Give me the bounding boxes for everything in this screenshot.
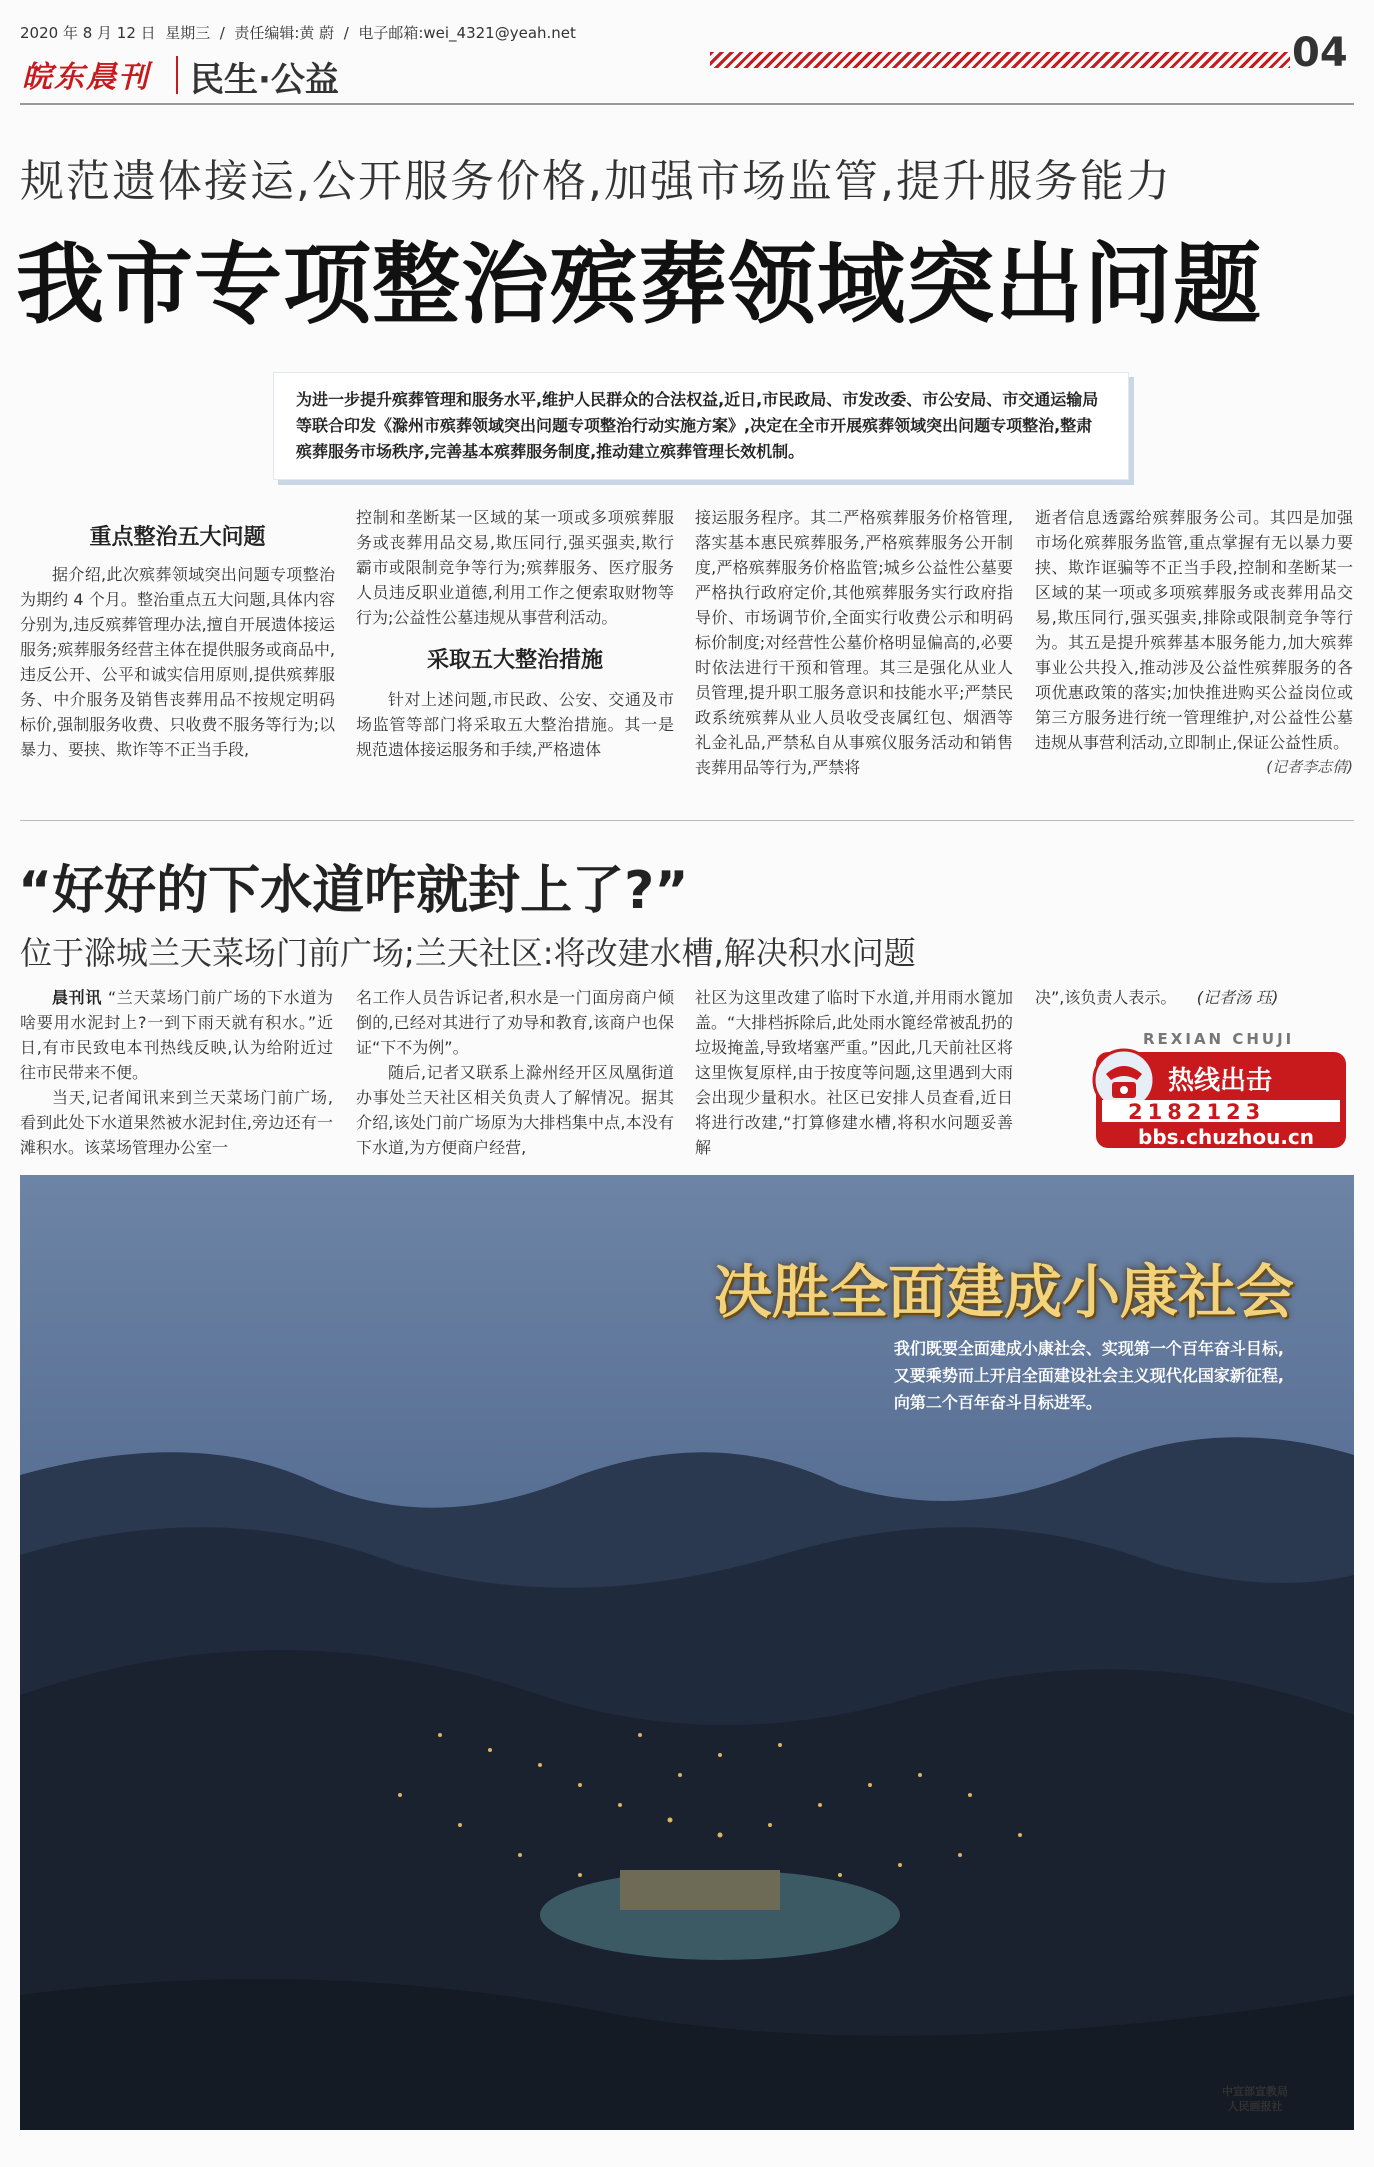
article2-paragraph: 社区为这里改建了临时下水道,并用雨水篦加盖。“大排档拆除后,此处雨水篦经常被乱扔的垃圾掩盖,导致堵塞严重。”因此,几天前社区将这里恢复原样,由于按度等问题,这里遇到大雨会出现少量积水。社区已安排人员查看,近日将进行改建,“打算修建水槽,将积水问题妥善解 bbox=[695, 988, 1013, 1157]
article1-title: 我市专项整治殡葬领域突出问题 bbox=[16, 233, 1263, 336]
photo-slogan-text: 我们既要全面建成小康社会、实现第一个百年奋斗目标, 又要乘势而上开启全面建设社会主义现代化国家新征程, 向第二个百年奋斗目标进军。 bbox=[893, 1339, 1284, 1412]
article1-paragraph: 针对上述问题,市民政、公安、交通及市场监管等部门将采取五大整治措施。其一是规范遗体接运服务和手续,严格遗体 bbox=[356, 690, 674, 759]
article2-paragraph: 当天,记者闻讯来到兰天菜场门前广场,看到此处下水道果然被水泥封住,旁边还有一滩积水。该菜场管理办公室一 bbox=[20, 1088, 333, 1157]
article2-paragraph: 随后,记者又联系上滁州经开区凤凰街道办事处兰天社区相关负责人了解情况。据其介绍,该处门前广场原为大排档集中点,本没有下水道,为方便商户经营, bbox=[356, 1063, 674, 1157]
hotline-pinyin: REXIAN CHUJI bbox=[1143, 1030, 1295, 1048]
article2-paragraph: “兰天菜场门前广场的下水道为啥要用水泥封上?一到下雨天就有积水。”近日,有市民致电本刊热线反映,认为给附近过往市民带来不便。 bbox=[20, 988, 333, 1082]
article1-subtitle: 规范遗体接运,公开服务价格,加强市场监管,提升服务能力 bbox=[20, 156, 1172, 207]
editor-credit: 责任编辑:黄 蔚 bbox=[234, 24, 335, 42]
article2-byline: (记者汤 珏) bbox=[1196, 988, 1279, 1007]
article1-lead-box: 为进一步提升殡葬管理和服务水平,维护人民群众的合法权益,近日,市民政局、市发改委、市公安局、市交通运输局等联合印发《滁州市殡葬领域突出问题专项整治行动实施方案》,决定在全市开展殡葬领域突出问题专项整治,整肃殡葬服务市场秩序,完善基本殡葬服务制度,推动建立殡葬管理长效机制。 bbox=[273, 372, 1129, 480]
article2-title: “好好的下水道咋就封上了?” bbox=[18, 861, 689, 921]
article-divider bbox=[20, 820, 1354, 821]
masthead-meta: 2020 年 8 月 12 日 星期三 / 责任编辑:黄 蔚 / 电子邮箱:wei_4321@yeah.net bbox=[20, 24, 576, 42]
hotline-badge bbox=[1088, 1030, 1350, 1150]
article2-column-2 bbox=[356, 985, 674, 1160]
logo-divider bbox=[176, 56, 178, 94]
article2-column-1 bbox=[20, 985, 333, 1160]
article1-column-3 bbox=[695, 505, 1013, 780]
article1-paragraph: 控制和垄断某一区域的某一项或多项殡葬服务或丧葬用品交易,欺压同行,强买强卖,欺行霸市或限制竞争等行为;殡葬服务、医疗服务人员违反职业道德,利用工作之便索取财物等行为;公益性公墓违规从事营利活动。 bbox=[356, 508, 674, 627]
header-divider bbox=[20, 103, 1354, 105]
hotline-phone: 2182123 bbox=[1128, 1100, 1266, 1124]
section-name: 民生·公益 bbox=[190, 60, 339, 100]
article1-byline: (记者李志倩) bbox=[1266, 758, 1353, 776]
editor-email: 电子邮箱:wei_4321@yeah.net bbox=[358, 24, 576, 42]
article2-column-4 bbox=[1035, 985, 1335, 1010]
photo-slogan-title: 决胜全面建成小康社会 bbox=[713, 1258, 1294, 1326]
header-stripe-decoration bbox=[710, 52, 1290, 68]
article2-column-3 bbox=[695, 985, 1013, 1160]
article1-column-1 bbox=[20, 505, 335, 762]
hotline-title: 热线出击 bbox=[1168, 1066, 1273, 1096]
hotline-bbs-link[interactable]: bbs.chuzhou.cn bbox=[1138, 1125, 1315, 1149]
newspaper-logo: 皖东晨刊 bbox=[22, 60, 150, 95]
issue-date: 2020 年 8 月 12 日 bbox=[20, 24, 156, 42]
article2-subtitle: 位于滁城兰天菜场门前广场;兰天社区:将改建水槽,解决积水问题 bbox=[20, 934, 916, 972]
photo-credit: 中宣部宣教局 人民画报社 bbox=[1222, 2085, 1288, 2113]
village-night-photo bbox=[20, 1175, 1354, 2130]
article1-paragraph: 逝者信息透露给殡葬服务公司。其四是加强市场化殡葬服务监管,重点掌握有无以暴力要挟、欺诈诓骗等不正当手段,控制和垄断某一区域的某一项或多项殡葬服务或丧葬用品交易,欺压同行,强买强卖,排除或限制竞争等行为。其五是提升殡葬基本服务能力,加大殡葬事业公共投入,推动涉及公益性殡葬服务的各项优惠政策的落实;加快推进购买公益岗位或第三方服务进行统一管理维护,对公益性公墓违规从事营利活动,立即制止,保证公益性质。 bbox=[1035, 508, 1353, 752]
article1-paragraph: 接运服务程序。其二严格殡葬服务价格管理,落实基本惠民殡葬服务,严格殡葬服务公开制度,严格殡葬服务价格监管;城乡公益性公墓要严格执行政府定价,其他殡葬服务实行政府指导价、市场调节价,全面实行收费公示和明码标价制度;对经营性公墓价格明显偏高的,必要时依法进行干预和管理。其三是强化从业人员管理,提升职工服务意识和技能水平;严禁民政系统殡葬从业人员收受丧属红包、烟酒等礼金礼品,严禁私自从事殡仪服务活动和销售丧葬用品等行为,严禁将 bbox=[695, 508, 1013, 777]
article1-paragraph: 据介绍,此次殡葬领域突出问题专项整治为期约 4 个月。整治重点五大问题,具体内容分别为,违反殡葬管理办法,擅自开展遗体接运服务;殡葬服务经营主体在提供服务或商品中,违反公开、公平和诚实信用原则,提供殡葬服务、中介服务及销售丧葬用品不按规定明码标价,强制服务收费、只收费不服务等行为;以暴力、要挟、欺诈等不正当手段, bbox=[20, 565, 335, 759]
article2-lead-tag: 晨刊讯 bbox=[52, 988, 103, 1007]
page-number: 04 bbox=[1292, 30, 1348, 76]
article1-subhead-2: 采取五大整治措施 bbox=[426, 648, 603, 673]
article1-column-4 bbox=[1035, 505, 1353, 780]
article2-paragraph: 名工作人员告诉记者,积水是一门面房商户倾倒的,已经对其进行了劝导和教育,该商户也保证“下不为例”。 bbox=[356, 988, 674, 1057]
issue-weekday: 星期三 bbox=[165, 24, 211, 42]
article2-paragraph: 决”,该负责人表示。 (记者汤 珏) bbox=[1035, 988, 1279, 1007]
article1-subhead-1: 重点整治五大问题 bbox=[89, 525, 266, 550]
article1-column-2 bbox=[356, 505, 674, 762]
